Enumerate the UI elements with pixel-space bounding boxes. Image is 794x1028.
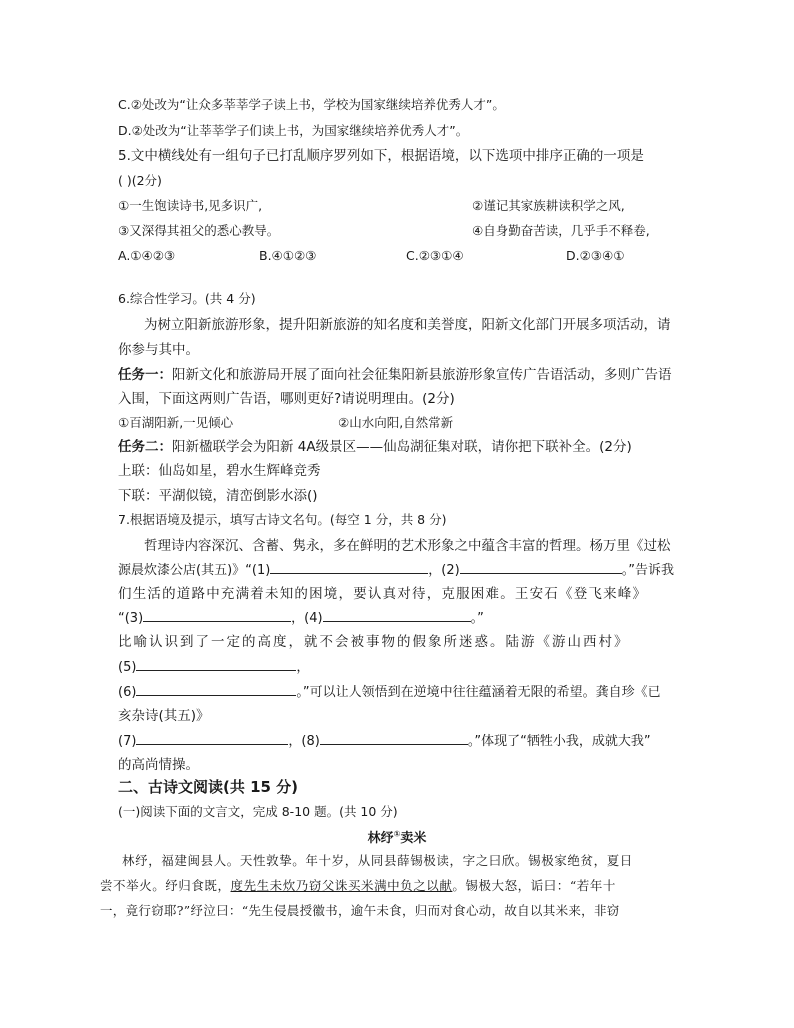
q5-sentence-1: ①一生饱读诗书,见多识广, xyxy=(118,198,263,213)
blank-3[interactable] xyxy=(143,609,291,622)
blank-8[interactable] xyxy=(320,732,468,745)
blank-2[interactable] xyxy=(460,561,622,574)
q6-slogan-1: ①百湖阳新,一见倾心 xyxy=(118,415,234,430)
task2-label: 任务二： xyxy=(118,439,172,455)
title-text: 卖米 xyxy=(400,831,427,846)
q5-sentence-2: ②谨记其家族耕读积学之风, xyxy=(472,198,625,213)
q7-text: 。” xyxy=(470,611,484,626)
q7-para-line-3: 们生活的道路中充满着未知的困境，要认真对待，克服困难。王安石《登飞来峰》 xyxy=(118,586,648,602)
q5-option-c: C.②③①④ xyxy=(406,248,464,263)
q5-points: ( )(2分) xyxy=(118,173,162,188)
q6-intro-line-1: 为树立阳新旅游形象，提升阳新旅游的知名度和美誉度，阳新文化部门开展多项活动，请 xyxy=(144,317,671,333)
q7-text: 。”告诉我 xyxy=(621,563,674,578)
passage-title xyxy=(0,827,794,846)
passage-line-2 xyxy=(100,877,616,895)
q6-task1-line-1 xyxy=(118,366,672,384)
blank-1[interactable] xyxy=(270,561,428,574)
q4-option-d: D.②处改为“让莘莘学子们读上书，为国家继续培养优秀人才”。 xyxy=(118,123,469,138)
q6-lower-couplet: 下联：平湖似镜，清峦倒影水添() xyxy=(118,488,318,504)
q7-stem: 7.根据语境及提示，填写古诗文名句。(每空 1 分，共 8 分) xyxy=(118,512,447,527)
q6-task1-line-2: 入围，下面这两则广告语，哪则更好?请说明理由。(2分) xyxy=(118,391,455,407)
q7-text: ， xyxy=(296,660,310,675)
q7-text: (5) xyxy=(118,660,137,675)
q7-text: ，(4) xyxy=(291,611,323,626)
q6-intro-line-2: 你参与其中。 xyxy=(118,342,199,358)
section-subheading: (一)阅读下面的文言文，完成 8-10 题。(共 10 分) xyxy=(118,804,398,819)
q5-option-a: A.①④②③ xyxy=(118,248,176,263)
q7-text: (6) xyxy=(118,685,137,700)
q7-text: 。”体现了“牺牲小我，成就大我” xyxy=(467,734,651,749)
q7-para-line-8: 亥杂诗(其五)》 xyxy=(118,708,210,724)
q7-para-line-9 xyxy=(118,732,651,751)
q6-upper-couplet: 上联：仙岛如星，碧水生辉峰竞秀 xyxy=(118,463,321,479)
blank-5[interactable] xyxy=(136,658,296,671)
q7-para-line-6 xyxy=(118,658,309,677)
q6-task2 xyxy=(118,438,632,456)
task2-text: 阳新楹联学会为阳新 4A级景区——仙岛湖征集对联，请你把下联补全。(2分) xyxy=(172,439,632,455)
q7-text: ，(8) xyxy=(288,734,320,749)
q6-stem: 6.综合性学习。(共 4 分) xyxy=(118,291,256,306)
q5-option-b: B.④①②③ xyxy=(259,248,317,263)
q7-text: 。”可以让人领悟到在逆境中往往蕴涵着无限的希望。龚自珍《已 xyxy=(296,685,661,700)
q7-text: ，(2) xyxy=(428,563,460,578)
passage-line-3: 一，竟行窃耶?”纾泣曰：“先生侵晨授徽书，逾午未食，归而对食心动，故自以其米来，非窃 xyxy=(100,903,620,918)
q7-para-line-1: 哲理诗内容深沉、含蓄、隽永，多在鲜明的艺术形象之中蕴含丰富的哲理。杨万里《过松 xyxy=(144,538,671,554)
q7-text: 源晨炊漆公店(其五)》“(1) xyxy=(118,563,271,578)
blank-6[interactable] xyxy=(136,683,296,696)
title-text: 林纾 xyxy=(367,831,394,846)
q5-sentence-3: ③又深得其祖父的悉心教导。 xyxy=(118,223,280,238)
task1-label: 任务一： xyxy=(118,367,172,383)
section-heading: 二、古诗文阅读(共 15 分) xyxy=(118,778,299,796)
underlined-sentence: 度先生未炊乃窃父诛买米满中负之以献 xyxy=(230,878,453,893)
passage-text: 。锡极大怒，诟曰：“若年十 xyxy=(452,878,616,893)
passage-text: 尝不举火。纾归食既， xyxy=(100,878,231,893)
task1-text: 阳新文化和旅游局开展了面向社会征集阳新县旅游形象宣传广告语活动，多则广告语 xyxy=(172,367,672,383)
q5-sentence-4: ④自身勤奋苦读，几乎手不释卷, xyxy=(472,223,650,238)
blank-7[interactable] xyxy=(136,732,288,745)
q7-text: “(3) xyxy=(118,611,144,626)
footnote-marker: ① xyxy=(393,829,401,839)
q5-stem: 5.文中横线处有一组句子已打乱顺序罗列如下，根据语境，以下选项中排序正确的一项是 xyxy=(118,148,644,164)
q7-text: (7) xyxy=(118,734,137,749)
q7-para-line-10: 的高尚情操。 xyxy=(118,757,199,773)
q5-option-d: D.②③④① xyxy=(566,248,625,263)
q4-option-c: C.②处改为“让众多莘莘学子读上书，学校为国家继续培养优秀人才”。 xyxy=(118,97,505,112)
q7-para-line-4 xyxy=(118,609,484,628)
q7-para-line-2 xyxy=(118,561,674,580)
q7-para-line-7 xyxy=(118,683,661,702)
q7-para-line-5: 比喻认识到了一定的高度，就不会被事物的假象所迷惑。陆游《游山西村》 xyxy=(118,634,630,650)
passage-line-1: 林纾，福建闽县人。天性敦挚。年十岁，从同县薛锡极读，字之曰欣。锡极家绝贫，夏日 xyxy=(122,853,633,868)
q6-slogan-2: ②山水向阳,自然常新 xyxy=(338,415,454,430)
blank-4[interactable] xyxy=(323,609,471,622)
